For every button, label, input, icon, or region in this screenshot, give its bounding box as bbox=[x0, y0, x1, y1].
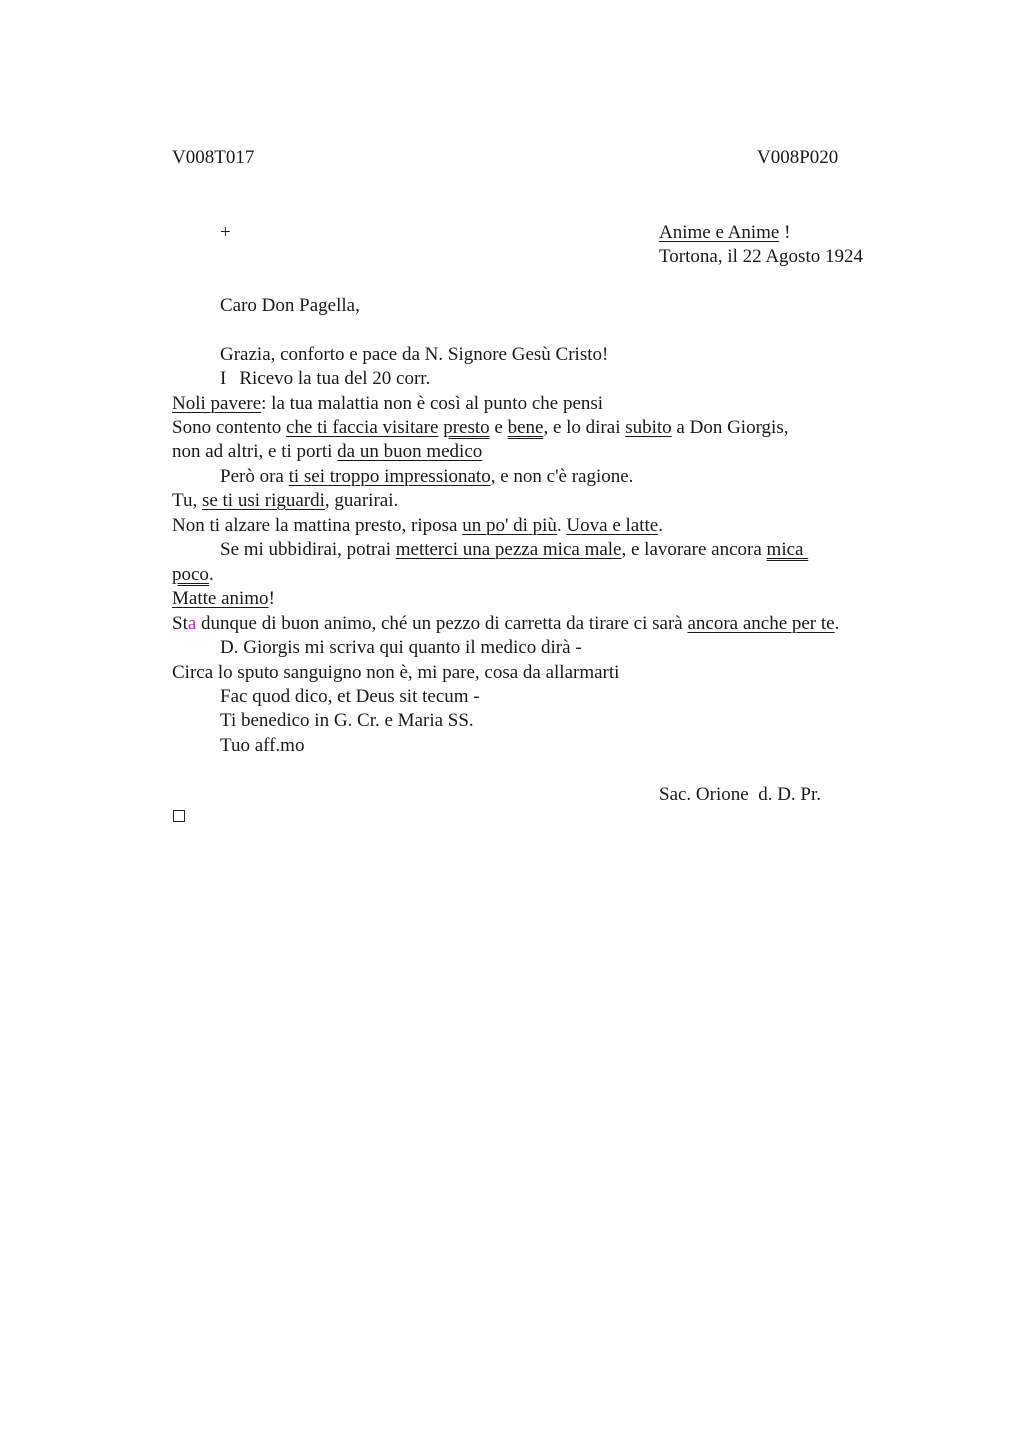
body-line-9: poco. bbox=[172, 564, 214, 585]
body-line-12: D. Giorgis mi scriva qui quanto il medico dirà - bbox=[220, 637, 582, 658]
body-line-6: Tu, se ti usi riguardi, guarirai. bbox=[172, 490, 399, 511]
document-code-left: V008T017 bbox=[172, 147, 255, 168]
body-line-15: Ti benedico in G. Cr. e Maria SS. bbox=[220, 710, 474, 731]
end-marker-square-icon bbox=[173, 810, 185, 822]
signature: Sac. Orione d. D. Pr. bbox=[659, 784, 822, 805]
motto-underlined: Anime e Anime bbox=[659, 222, 780, 243]
body-line-4: non ad altri, e ti porti da un buon medico bbox=[172, 441, 483, 462]
place-date: Tortona, il 22 Agosto 1924 bbox=[659, 246, 863, 267]
body-line-13: Circa lo sputo sanguigno non è, mi pare, cosa da allarmarti bbox=[172, 662, 620, 683]
roman-numeral: I bbox=[220, 368, 227, 389]
body-line-10: Matte animo! bbox=[172, 588, 275, 609]
motto bbox=[659, 221, 790, 245]
body-line-2: Noli pavere: la tua malattia non è così al punto che pensi bbox=[172, 393, 604, 414]
cross-symbol: + bbox=[220, 222, 231, 243]
body-line-14: Fac quod dico, et Deus sit tecum - bbox=[220, 686, 480, 707]
greeting-line: Grazia, conforto e pace da N. Signore Gesù Cristo! bbox=[220, 344, 609, 365]
motto-suffix: ! bbox=[779, 222, 791, 243]
closing-line: Tuo aff.mo bbox=[220, 735, 305, 756]
body-line-8: Se mi ubbidirai, potrai metterci una pezza mica male, e lavorare ancora mica bbox=[220, 539, 809, 560]
body-line-3: Sono contento che ti faccia visitare presto e bene, e lo dirai subito a Don Giorgis, bbox=[172, 417, 789, 438]
body-line-11: Sta dunque di buon animo, ché un pezzo di carretta da tirare ci sarà ancora anche per te. bbox=[172, 613, 840, 634]
highlighted-letter: a bbox=[187, 613, 197, 634]
body-line-5: Però ora ti sei troppo impressionato, e non c'è ragione. bbox=[220, 466, 634, 487]
body-line-7: Non ti alzare la mattina presto, riposa un po' di più. Uova e latte. bbox=[172, 515, 663, 536]
salutation: Caro Don Pagella, bbox=[220, 295, 360, 316]
page-code-right: V008P020 bbox=[757, 147, 839, 168]
body-line-1: I Ricevo la tua del 20 corr. bbox=[220, 368, 431, 389]
